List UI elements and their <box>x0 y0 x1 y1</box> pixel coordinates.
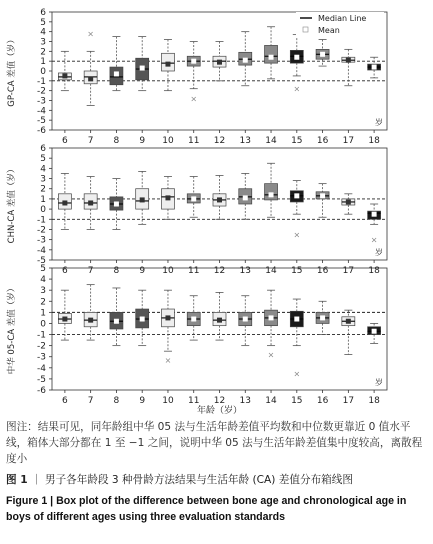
y-tick-label: -4 <box>37 245 46 256</box>
box-group <box>239 173 252 219</box>
y-tick-label: -3 <box>37 235 46 246</box>
box-group <box>58 290 71 340</box>
box-group <box>58 173 71 229</box>
x-tick-label: 8 <box>113 136 120 146</box>
box-group <box>316 40 329 67</box>
mean-marker <box>294 193 299 198</box>
y-tick-label: 1 <box>40 308 46 319</box>
figure-caption-en <box>6 493 430 525</box>
x-tick-label: 18 <box>368 266 380 276</box>
box-group <box>213 42 226 81</box>
mean-marker <box>217 318 222 323</box>
box-group <box>368 204 381 245</box>
y-tick-label: 6 <box>40 8 46 18</box>
y-tick-label: 2 <box>40 47 46 58</box>
y-tick-label: -1 <box>37 76 46 87</box>
mean-marker <box>62 317 67 322</box>
y-tick-label: 3 <box>40 286 46 297</box>
y-tick-label: 4 <box>40 164 46 175</box>
box-group <box>265 163 278 217</box>
box-group <box>187 42 200 104</box>
x-tick-label: 10 <box>162 266 174 276</box>
box-group <box>110 179 123 230</box>
mean-marker <box>88 200 93 205</box>
plot-frame-3 <box>52 268 387 390</box>
box-group <box>316 184 329 218</box>
mean-marker <box>372 65 377 70</box>
x-tick-label: 6 <box>62 136 68 146</box>
y-tick-label: 5 <box>40 154 46 165</box>
box-group <box>290 181 303 240</box>
box-group <box>368 323 381 343</box>
box-group <box>342 49 355 85</box>
x-tick-label: 6 <box>62 396 68 406</box>
x-tick-label: 16 <box>316 266 329 276</box>
x-unit-label: 岁 <box>375 378 383 387</box>
x-tick-label: 18 <box>368 136 380 146</box>
figure-caption-zh <box>6 472 430 488</box>
outlier-marker: × <box>293 230 301 240</box>
x-tick-label: 9 <box>139 136 146 146</box>
mean-marker <box>269 192 274 197</box>
mean-marker <box>165 315 170 320</box>
x-tick-label: 15 <box>291 266 303 276</box>
mean-marker <box>114 202 119 207</box>
outlier-marker: × <box>87 29 95 39</box>
mean-marker <box>88 76 93 81</box>
box-group <box>290 299 303 378</box>
x-tick-label: 7 <box>87 136 94 146</box>
y-tick-label: 6 <box>40 144 46 154</box>
mean-marker <box>320 193 325 198</box>
y-tick-label: -2 <box>37 86 46 97</box>
mean-marker <box>114 71 119 76</box>
mean-marker <box>294 55 299 60</box>
box-group <box>136 290 149 345</box>
mean-marker <box>191 317 196 322</box>
y-tick-label: -6 <box>37 126 46 136</box>
mean-marker <box>165 62 170 67</box>
x-tick-label: 17 <box>342 396 355 406</box>
box-group <box>342 194 355 214</box>
y-tick-label: 3 <box>40 37 46 48</box>
mean-marker <box>217 197 222 202</box>
box-group <box>84 30 97 106</box>
y-tick-label: 3 <box>40 174 46 185</box>
box-group <box>239 32 252 86</box>
box-iqr <box>265 45 278 63</box>
mean-marker <box>269 315 274 320</box>
x-tick-label: 15 <box>291 136 303 146</box>
mean-marker <box>346 199 351 204</box>
box-group <box>136 37 149 91</box>
x-tick-label: 15 <box>291 396 303 406</box>
x-tick-label: 13 <box>239 136 251 146</box>
y-tick-label: -6 <box>37 386 46 396</box>
outlier-marker: × <box>293 84 301 94</box>
outlier-marker: × <box>370 235 378 245</box>
box-group <box>84 177 97 230</box>
mean-marker <box>191 196 196 201</box>
mean-marker <box>140 66 145 71</box>
y-tick-label: -5 <box>37 374 46 385</box>
box-group <box>265 290 278 359</box>
box-group <box>342 310 355 354</box>
y-tick-label: -3 <box>37 352 46 363</box>
mean-marker <box>243 58 248 63</box>
box-group <box>213 175 226 219</box>
mean-marker <box>320 315 325 320</box>
x-unit-label: 岁 <box>375 248 383 257</box>
y-tick-label: -4 <box>37 106 46 117</box>
y-tick-label: -2 <box>37 225 46 236</box>
box-group <box>161 40 174 91</box>
y-tick-label: 5 <box>40 17 46 28</box>
x-tick-label: 6 <box>62 266 68 276</box>
figure-label-en: Figure 1 <box>6 495 48 507</box>
legend-mean-label: Mean <box>318 26 340 35</box>
box-iqr <box>265 184 278 200</box>
y-axis-label: 中华 05-CA 差值（岁） <box>7 283 17 375</box>
mean-marker <box>269 55 274 60</box>
y-tick-label: -5 <box>37 116 46 127</box>
x-tick-label: 8 <box>113 266 120 276</box>
x-tick-label: 17 <box>342 136 355 146</box>
x-tick-label: 16 <box>316 396 329 406</box>
mean-marker <box>217 60 222 65</box>
y-tick-label: -1 <box>37 215 46 226</box>
x-tick-label: 8 <box>113 396 120 406</box>
outlier-marker: × <box>293 369 301 379</box>
box-group <box>161 290 174 365</box>
x-tick-label: 9 <box>139 266 146 276</box>
x-tick-label: 13 <box>239 396 251 406</box>
figure-label-zh: 图 1 <box>6 474 28 486</box>
y-tick-label: 2 <box>40 184 46 195</box>
outlier-marker: × <box>267 350 275 360</box>
y-tick-label: -4 <box>37 363 46 374</box>
x-tick-label: 11 <box>188 396 200 406</box>
mean-marker <box>140 317 145 322</box>
x-axis-label: 年龄（岁） <box>196 406 243 416</box>
figure-note: 图注：结果可见，同年龄组中华 05 法与生活年龄差值平均数和中位数更靠近 0 值水平线，箱体大部分都在 1 至 −1 之间，说明中华 05 法与生活年龄差值集中度较高，离散程度小 <box>6 421 423 465</box>
box-group <box>368 57 381 78</box>
figure-sep-en: | <box>50 495 57 507</box>
box-group <box>110 288 123 346</box>
legend-mean-swatch <box>303 27 308 32</box>
mean-marker <box>243 317 248 322</box>
y-tick-label: 2 <box>40 297 46 308</box>
x-tick-label: 10 <box>162 396 174 406</box>
x-tick-label: 7 <box>87 266 94 276</box>
box-group <box>136 171 149 224</box>
y-tick-label: -1 <box>37 330 46 341</box>
box-group <box>187 296 200 340</box>
y-tick-label: 4 <box>40 27 46 38</box>
box-group <box>84 285 97 340</box>
y-tick-label: 0 <box>40 319 46 330</box>
y-axis-label: CHN-CA 差值（岁） <box>7 164 17 244</box>
mean-marker <box>372 329 377 334</box>
mean-marker <box>191 59 196 64</box>
y-tick-label: -5 <box>37 256 46 266</box>
box-group <box>187 177 200 218</box>
mean-marker <box>346 58 351 63</box>
x-tick-label: 7 <box>87 396 94 406</box>
x-tick-label: 11 <box>188 136 200 146</box>
mean-marker <box>294 317 299 322</box>
x-tick-label: 12 <box>213 136 226 146</box>
x-tick-label: 18 <box>368 396 380 406</box>
box-group <box>290 35 303 94</box>
y-axis-label: GP-CA 差值（岁） <box>7 35 17 107</box>
mean-marker <box>320 52 325 57</box>
mean-marker <box>140 197 145 202</box>
x-tick-label: 13 <box>239 266 251 276</box>
outlier-marker: × <box>190 94 198 104</box>
mean-marker <box>165 195 170 200</box>
mean-marker <box>114 319 119 324</box>
y-tick-label: -2 <box>37 341 46 352</box>
x-tick-label: 10 <box>162 136 174 146</box>
figure-sep-zh: ｜ <box>31 474 45 486</box>
x-tick-label: 14 <box>265 396 277 406</box>
mean-marker <box>62 200 67 205</box>
x-tick-label: 12 <box>213 396 226 406</box>
y-tick-label: 1 <box>40 57 46 68</box>
x-tick-label: 16 <box>316 136 329 146</box>
y-tick-label: 0 <box>40 205 46 216</box>
box-group <box>316 301 329 334</box>
outlier-marker: × <box>164 356 172 366</box>
x-tick-label: 14 <box>265 136 277 146</box>
x-tick-label: 14 <box>265 266 277 276</box>
legend-median-label: Median Line <box>318 14 367 23</box>
x-tick-label: 17 <box>342 266 355 276</box>
x-tick-label: 9 <box>139 396 146 406</box>
box-group <box>161 177 174 220</box>
y-tick-label: -3 <box>37 96 46 107</box>
mean-marker <box>62 73 67 78</box>
mean-marker <box>346 319 351 324</box>
mean-marker <box>88 318 93 323</box>
x-tick-label: 12 <box>213 266 226 276</box>
y-tick-label: 4 <box>40 275 46 286</box>
box-group <box>239 296 252 346</box>
mean-marker <box>372 212 377 217</box>
y-tick-label: 1 <box>40 194 46 205</box>
box-group <box>58 51 71 90</box>
figure-title-en: Box plot of the difference between bone age and chronological age in boys of different ages using three evaluation standards <box>6 495 407 523</box>
x-unit-label: 岁 <box>375 118 383 127</box>
y-tick-label: 0 <box>40 67 46 77</box>
figure-title-zh: 男子各年龄段 3 种骨龄方法结果与生活年龄 (CA) 差值分布箱线图 <box>45 474 353 486</box>
box-group <box>265 27 278 79</box>
y-tick-label: 5 <box>40 264 46 274</box>
box-group <box>110 37 123 91</box>
mean-marker <box>243 195 248 200</box>
x-tick-label: 11 <box>188 266 200 276</box>
box-group <box>213 292 226 340</box>
